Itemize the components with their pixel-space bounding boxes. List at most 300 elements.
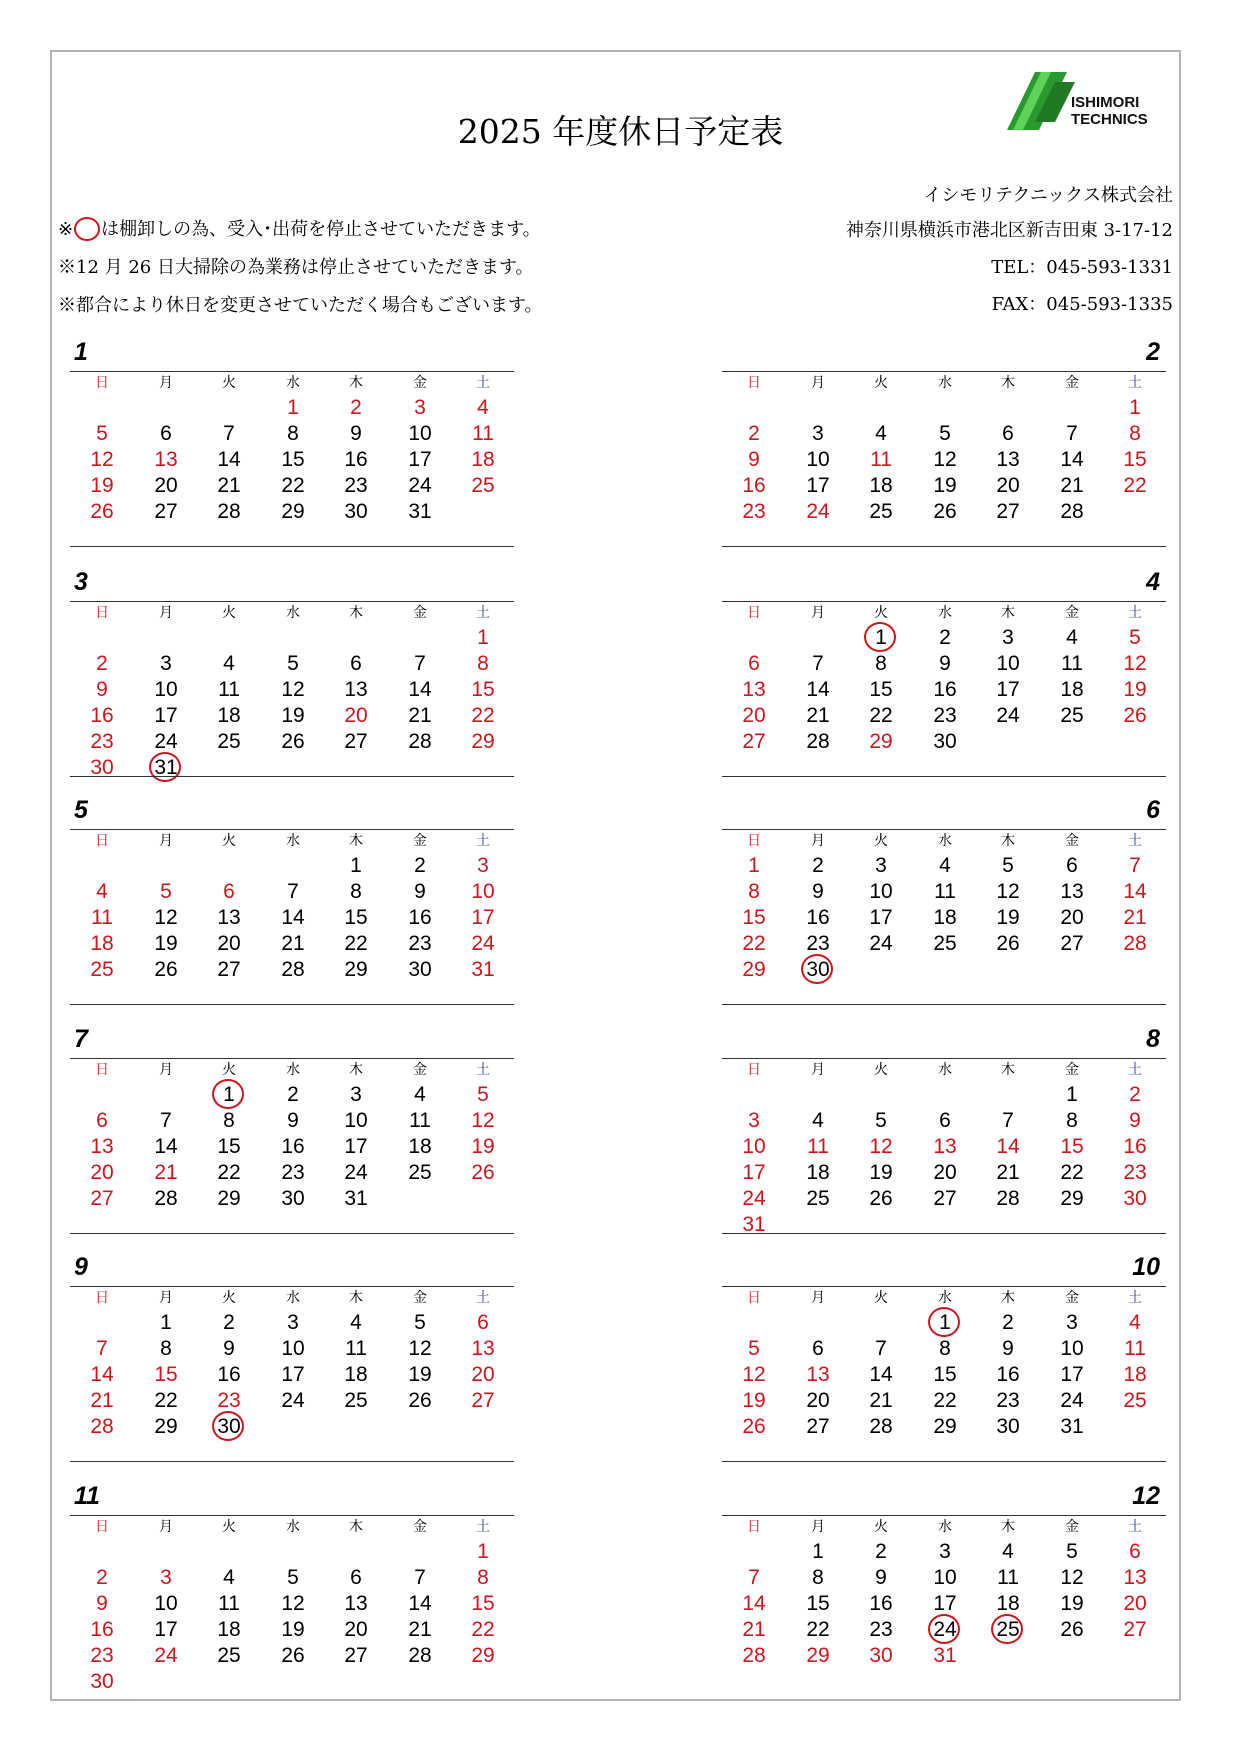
holiday-day: 26 [1123, 704, 1147, 727]
weekday-label: 日 [95, 1062, 109, 1078]
calendar-day: 2 [875, 1540, 887, 1563]
holiday-day: 11 [870, 448, 892, 471]
calendar-day: 23 [408, 932, 432, 955]
calendar-day: 27 [996, 500, 1020, 523]
calendar-day: 2 [414, 854, 426, 877]
month-header-rule [70, 1515, 514, 1516]
month-bottom-rule [70, 776, 514, 777]
calendar-day: 25 [408, 1161, 432, 1184]
calendar-day: 11 [218, 1592, 240, 1615]
weekday-label: 土 [1128, 375, 1142, 391]
calendar-day: 30 [933, 730, 957, 753]
month-header-rule [70, 371, 514, 372]
calendar-day: 18 [217, 704, 241, 727]
calendar-day: 22 [217, 1161, 241, 1184]
calendar-day: 1 [350, 854, 362, 877]
holiday-day: 5 [160, 880, 172, 903]
holiday-day: 15 [154, 1363, 178, 1386]
stocktaking-day: 30 [205, 1415, 253, 1439]
calendar-day: 24 [996, 704, 1020, 727]
weekday-label: 日 [747, 375, 761, 391]
weekday-label: 水 [938, 1062, 952, 1078]
calendar-day: 6 [812, 1337, 824, 1360]
holiday-day: 20 [90, 1161, 114, 1184]
weekday-label: 金 [1065, 833, 1079, 849]
holiday-day: 6 [748, 652, 760, 675]
calendar-day: 4 [223, 652, 235, 675]
calendar-day: 14 [806, 678, 830, 701]
company-name: イシモリテクニックス株式会社 [923, 185, 1173, 206]
calendar-day: 27 [154, 500, 178, 523]
month-header-rule [722, 1515, 1166, 1516]
calendar-day: 14 [217, 448, 241, 471]
holiday-day: 13 [933, 1135, 957, 1158]
calendar-day: 18 [933, 906, 957, 929]
calendar-day: 17 [154, 1618, 178, 1641]
holiday-day: 29 [742, 958, 766, 981]
note-cleaning: ※12 月 26 日大掃除の為業務は停止させていただきます。 [58, 257, 534, 278]
calendar-day: 24 [344, 1161, 368, 1184]
weekday-label: 金 [413, 1290, 427, 1306]
calendar-day: 26 [996, 932, 1020, 955]
weekday-label: 日 [747, 1062, 761, 1078]
calendar-day: 30 [281, 1187, 305, 1210]
weekday-label: 木 [349, 605, 363, 621]
calendar-day: 15 [217, 1135, 241, 1158]
calendar-day: 9 [812, 880, 824, 903]
calendar-day: 4 [939, 854, 951, 877]
weekday-label: 日 [747, 605, 761, 621]
calendar-day: 16 [996, 1363, 1020, 1386]
calendar-day: 6 [1002, 422, 1014, 445]
weekday-label: 金 [413, 833, 427, 849]
calendar-day: 14 [154, 1135, 178, 1158]
calendar-day: 5 [939, 422, 951, 445]
calendar-day: 4 [414, 1083, 426, 1106]
calendar-day: 8 [287, 422, 299, 445]
holiday-day: 7 [748, 1566, 760, 1589]
note-change: ※都合により休日を変更させていただく場合もございます。 [58, 295, 543, 316]
calendar-day: 6 [350, 652, 362, 675]
calendar-day: 7 [414, 1566, 426, 1589]
holiday-day: 8 [748, 880, 760, 903]
holiday-day: 7 [1129, 854, 1141, 877]
calendar-day: 17 [1060, 1363, 1084, 1386]
holiday-day: 5 [96, 422, 108, 445]
calendar-day: 21 [408, 1618, 432, 1641]
holiday-day: 30 [869, 1644, 893, 1667]
calendar-day: 29 [933, 1415, 957, 1438]
weekday-label: 火 [874, 1290, 888, 1306]
calendar-day: 19 [933, 474, 957, 497]
month-bottom-rule [722, 1004, 1166, 1005]
calendar-day: 15 [806, 1592, 830, 1615]
holiday-day: 1 [287, 396, 299, 419]
calendar-day: 13 [344, 678, 368, 701]
holiday-day: 14 [996, 1135, 1020, 1158]
stocktaking-day: 25 [984, 1618, 1032, 1642]
month-bottom-rule [722, 546, 1166, 547]
holiday-day: 20 [471, 1363, 495, 1386]
holiday-day: 11 [1124, 1337, 1146, 1360]
month-number: 9 [74, 1253, 88, 1281]
calendar-day: 28 [869, 1415, 893, 1438]
calendar-day: 10 [806, 448, 830, 471]
weekday-label: 木 [349, 1290, 363, 1306]
calendar-day: 25 [217, 1644, 241, 1667]
weekday-label: 火 [222, 1519, 236, 1535]
weekday-label: 金 [413, 1062, 427, 1078]
weekday-label: 木 [349, 1519, 363, 1535]
weekday-label: 木 [1001, 375, 1015, 391]
calendar-day: 16 [806, 906, 830, 929]
calendar-day: 2 [287, 1083, 299, 1106]
holiday-day: 1 [477, 1540, 489, 1563]
holiday-day: 29 [806, 1644, 830, 1667]
holiday-day: 26 [742, 1415, 766, 1438]
calendar-day: 3 [1002, 626, 1014, 649]
calendar-day: 23 [933, 704, 957, 727]
holiday-day: 23 [742, 500, 766, 523]
holiday-day: 27 [1123, 1618, 1147, 1641]
holiday-day: 3 [414, 396, 426, 419]
calendar-day: 20 [806, 1389, 830, 1412]
month-bottom-rule [70, 546, 514, 547]
weekday-label: 木 [349, 375, 363, 391]
calendar-day: 19 [869, 1161, 893, 1184]
calendar-day: 10 [933, 1566, 957, 1589]
calendar-day: 17 [996, 678, 1020, 701]
calendar-day: 28 [408, 1644, 432, 1667]
weekday-label: 月 [811, 1519, 825, 1535]
calendar-day: 14 [869, 1363, 893, 1386]
weekday-label: 金 [1065, 1062, 1079, 1078]
holiday-day: 24 [742, 1187, 766, 1210]
calendar-day: 9 [287, 1109, 299, 1132]
calendar-day: 16 [217, 1363, 241, 1386]
calendar-day: 24 [408, 474, 432, 497]
calendar-day: 12 [933, 448, 957, 471]
calendar-day: 16 [408, 906, 432, 929]
calendar-day: 3 [939, 1540, 951, 1563]
calendar-day: 21 [806, 704, 830, 727]
calendar-day: 15 [933, 1363, 957, 1386]
holiday-day: 8 [477, 652, 489, 675]
weekday-label: 火 [874, 1062, 888, 1078]
weekday-label: 金 [1065, 605, 1079, 621]
stocktaking-day: 30 [794, 958, 842, 982]
calendar-day: 9 [939, 652, 951, 675]
weekday-label: 火 [222, 1290, 236, 1306]
weekday-label: 木 [1001, 833, 1015, 849]
calendar-day: 9 [350, 422, 362, 445]
company-logo [1005, 70, 1165, 132]
calendar-day: 6 [160, 422, 172, 445]
calendar-day: 11 [218, 678, 240, 701]
holiday-day: 20 [1123, 1592, 1147, 1615]
holiday-day: 15 [471, 1592, 495, 1615]
calendar-day: 4 [1002, 1540, 1014, 1563]
company-tel: TEL：045-593-1331 [991, 257, 1173, 278]
holiday-day: 11 [807, 1135, 829, 1158]
calendar-day: 21 [869, 1389, 893, 1412]
holiday-day: 15 [1060, 1135, 1084, 1158]
calendar-day: 21 [281, 932, 305, 955]
calendar-day: 12 [996, 880, 1020, 903]
note-stocktaking: ※ は棚卸しの為、受入･出荷を停止させていただきます。 [58, 219, 541, 240]
calendar-day: 2 [223, 1311, 235, 1334]
weekday-label: 土 [1128, 1290, 1142, 1306]
calendar-day: 16 [933, 678, 957, 701]
weekday-label: 土 [476, 375, 490, 391]
holiday-day: 28 [90, 1415, 114, 1438]
holiday-day: 19 [1123, 678, 1147, 701]
calendar-day: 15 [869, 678, 893, 701]
calendar-day: 27 [1060, 932, 1084, 955]
month-bottom-rule [70, 1233, 514, 1234]
calendar-day: 7 [223, 422, 235, 445]
month-bottom-rule [70, 1461, 514, 1462]
calendar-day: 21 [408, 704, 432, 727]
holiday-day: 4 [1129, 1311, 1141, 1334]
calendar-day: 17 [281, 1363, 305, 1386]
calendar-day: 18 [217, 1618, 241, 1641]
holiday-day: 26 [471, 1161, 495, 1184]
month-header-rule [722, 601, 1166, 602]
weekday-label: 水 [938, 833, 952, 849]
calendar-day: 7 [812, 652, 824, 675]
weekday-label: 土 [1128, 1519, 1142, 1535]
stocktaking-day: 1 [857, 626, 905, 650]
holiday-day: 28 [1123, 932, 1147, 955]
calendar-day: 17 [933, 1592, 957, 1615]
weekday-label: 火 [222, 605, 236, 621]
calendar-day: 5 [1002, 854, 1014, 877]
calendar-day: 10 [408, 422, 432, 445]
month-bottom-rule [70, 1004, 514, 1005]
weekday-label: 月 [159, 833, 173, 849]
calendar-day: 31 [408, 500, 432, 523]
month-bottom-rule [722, 1461, 1166, 1462]
holiday-day: 2 [748, 422, 760, 445]
weekday-label: 月 [159, 375, 173, 391]
month-header-rule [722, 1058, 1166, 1059]
calendar-day: 20 [154, 474, 178, 497]
calendar-day: 14 [408, 678, 432, 701]
holiday-day: 10 [742, 1135, 766, 1158]
weekday-label: 水 [286, 1519, 300, 1535]
holiday-day: 19 [471, 1135, 495, 1158]
calendar-day: 19 [996, 906, 1020, 929]
calendar-day: 28 [154, 1187, 178, 1210]
calendar-day: 22 [281, 474, 305, 497]
holiday-day: 1 [1129, 396, 1141, 419]
holiday-day: 12 [471, 1109, 495, 1132]
calendar-day: 25 [869, 500, 893, 523]
holiday-day: 2 [1129, 1083, 1141, 1106]
company-address: 神奈川県横浜市港北区新吉田東 3-17-12 [845, 220, 1173, 241]
calendar-day: 8 [223, 1109, 235, 1132]
calendar-day: 8 [939, 1337, 951, 1360]
weekday-label: 金 [1065, 1290, 1079, 1306]
weekday-label: 日 [747, 833, 761, 849]
calendar-day: 27 [806, 1415, 830, 1438]
weekday-label: 火 [874, 1519, 888, 1535]
calendar-day: 28 [1060, 500, 1084, 523]
month-number: 11 [74, 1482, 100, 1510]
holiday-day: 4 [96, 880, 108, 903]
holiday-day: 9 [748, 448, 760, 471]
calendar-day: 27 [344, 1644, 368, 1667]
calendar-day: 20 [933, 1161, 957, 1184]
weekday-label: 土 [1128, 605, 1142, 621]
holiday-day: 5 [748, 1337, 760, 1360]
calendar-day: 14 [408, 1592, 432, 1615]
calendar-day: 26 [281, 730, 305, 753]
calendar-day: 17 [408, 448, 432, 471]
holiday-day: 23 [1123, 1161, 1147, 1184]
calendar-day: 4 [812, 1109, 824, 1132]
stocktaking-day: 1 [205, 1083, 253, 1107]
calendar-day: 29 [1060, 1187, 1084, 1210]
weekday-label: 土 [1128, 1062, 1142, 1078]
stocktaking-day: 24 [921, 1618, 969, 1642]
calendar-day: 10 [1060, 1337, 1084, 1360]
weekday-label: 金 [1065, 1519, 1079, 1535]
calendar-day: 3 [1066, 1311, 1078, 1334]
weekday-label: 日 [747, 1519, 761, 1535]
calendar-day: 18 [344, 1363, 368, 1386]
holiday-day: 24 [806, 500, 830, 523]
holiday-day: 23 [90, 1644, 114, 1667]
weekday-label: 金 [413, 375, 427, 391]
calendar-day: 25 [1060, 704, 1084, 727]
holiday-day: 8 [1129, 422, 1141, 445]
holiday-day: 12 [1123, 652, 1147, 675]
calendar-day: 11 [997, 1566, 1019, 1589]
holiday-day: 31 [933, 1644, 957, 1667]
calendar-day: 9 [414, 880, 426, 903]
holiday-day: 5 [477, 1083, 489, 1106]
calendar-day: 23 [344, 474, 368, 497]
month-number: 3 [74, 568, 88, 596]
holiday-day: 11 [472, 422, 494, 445]
month-number: 10 [1132, 1253, 1160, 1281]
holiday-day: 14 [1123, 880, 1147, 903]
calendar-day: 13 [217, 906, 241, 929]
weekday-label: 水 [938, 1290, 952, 1306]
calendar-day: 24 [1060, 1389, 1084, 1412]
calendar-day: 10 [281, 1337, 305, 1360]
holiday-day: 13 [1123, 1566, 1147, 1589]
calendar-day: 21 [1060, 474, 1084, 497]
calendar-day: 8 [160, 1337, 172, 1360]
weekday-label: 水 [286, 375, 300, 391]
calendar-day: 17 [344, 1135, 368, 1158]
calendar-day: 23 [996, 1389, 1020, 1412]
calendar-day: 24 [869, 932, 893, 955]
holiday-day: 18 [90, 932, 114, 955]
calendar-day: 5 [875, 1109, 887, 1132]
calendar-day: 19 [154, 932, 178, 955]
calendar-day: 22 [869, 704, 893, 727]
weekday-label: 月 [159, 1290, 173, 1306]
holiday-day: 23 [217, 1389, 241, 1412]
calendar-day: 15 [344, 906, 368, 929]
weekday-label: 月 [159, 1519, 173, 1535]
holiday-day: 22 [742, 932, 766, 955]
weekday-label: 土 [476, 833, 490, 849]
holiday-day: 17 [471, 906, 495, 929]
holiday-day: 7 [96, 1337, 108, 1360]
weekday-label: 火 [222, 1062, 236, 1078]
calendar-day: 29 [344, 958, 368, 981]
calendar-day: 17 [869, 906, 893, 929]
calendar-day: 28 [281, 958, 305, 981]
weekday-label: 月 [811, 1062, 825, 1078]
weekday-label: 月 [159, 605, 173, 621]
calendar-day: 17 [806, 474, 830, 497]
calendar-day: 28 [996, 1187, 1020, 1210]
weekday-label: 月 [159, 1062, 173, 1078]
holiday-day: 13 [806, 1363, 830, 1386]
calendar-day: 11 [345, 1337, 367, 1360]
holiday-day: 3 [477, 854, 489, 877]
calendar-day: 4 [1066, 626, 1078, 649]
calendar-day: 20 [996, 474, 1020, 497]
weekday-label: 月 [811, 833, 825, 849]
calendar-day: 26 [933, 500, 957, 523]
calendar-day: 18 [408, 1135, 432, 1158]
holiday-day: 15 [471, 678, 495, 701]
weekday-label: 金 [1065, 375, 1079, 391]
holiday-day: 13 [471, 1337, 495, 1360]
calendar-day: 7 [1066, 422, 1078, 445]
holiday-day: 19 [742, 1389, 766, 1412]
holiday-day: 2 [96, 1566, 108, 1589]
calendar-day: 9 [223, 1337, 235, 1360]
calendar-day: 7 [875, 1337, 887, 1360]
calendar-day: 20 [217, 932, 241, 955]
holiday-day: 9 [96, 1592, 108, 1615]
month-header-rule [70, 1058, 514, 1059]
calendar-day: 18 [996, 1592, 1020, 1615]
calendar-day: 2 [1002, 1311, 1014, 1334]
holiday-day: 2 [96, 652, 108, 675]
calendar-day: 21 [996, 1161, 1020, 1184]
holiday-day: 3 [160, 1566, 172, 1589]
stocktaking-day: 31 [142, 756, 190, 780]
weekday-label: 木 [1001, 605, 1015, 621]
calendar-day: 29 [217, 1187, 241, 1210]
weekday-label: 木 [349, 1062, 363, 1078]
calendar-day: 7 [160, 1109, 172, 1132]
weekday-label: 水 [286, 833, 300, 849]
holiday-day: 20 [344, 704, 368, 727]
calendar-day: 8 [1066, 1109, 1078, 1132]
calendar-day: 24 [281, 1389, 305, 1412]
calendar-day: 6 [350, 1566, 362, 1589]
holiday-day: 2 [350, 396, 362, 419]
holiday-day: 14 [90, 1363, 114, 1386]
holiday-day: 22 [471, 704, 495, 727]
weekday-label: 土 [476, 605, 490, 621]
weekday-label: 日 [95, 1290, 109, 1306]
month-number: 2 [1146, 338, 1160, 366]
weekday-label: 水 [286, 1290, 300, 1306]
weekday-label: 水 [286, 1062, 300, 1078]
calendar-day: 7 [1002, 1109, 1014, 1132]
